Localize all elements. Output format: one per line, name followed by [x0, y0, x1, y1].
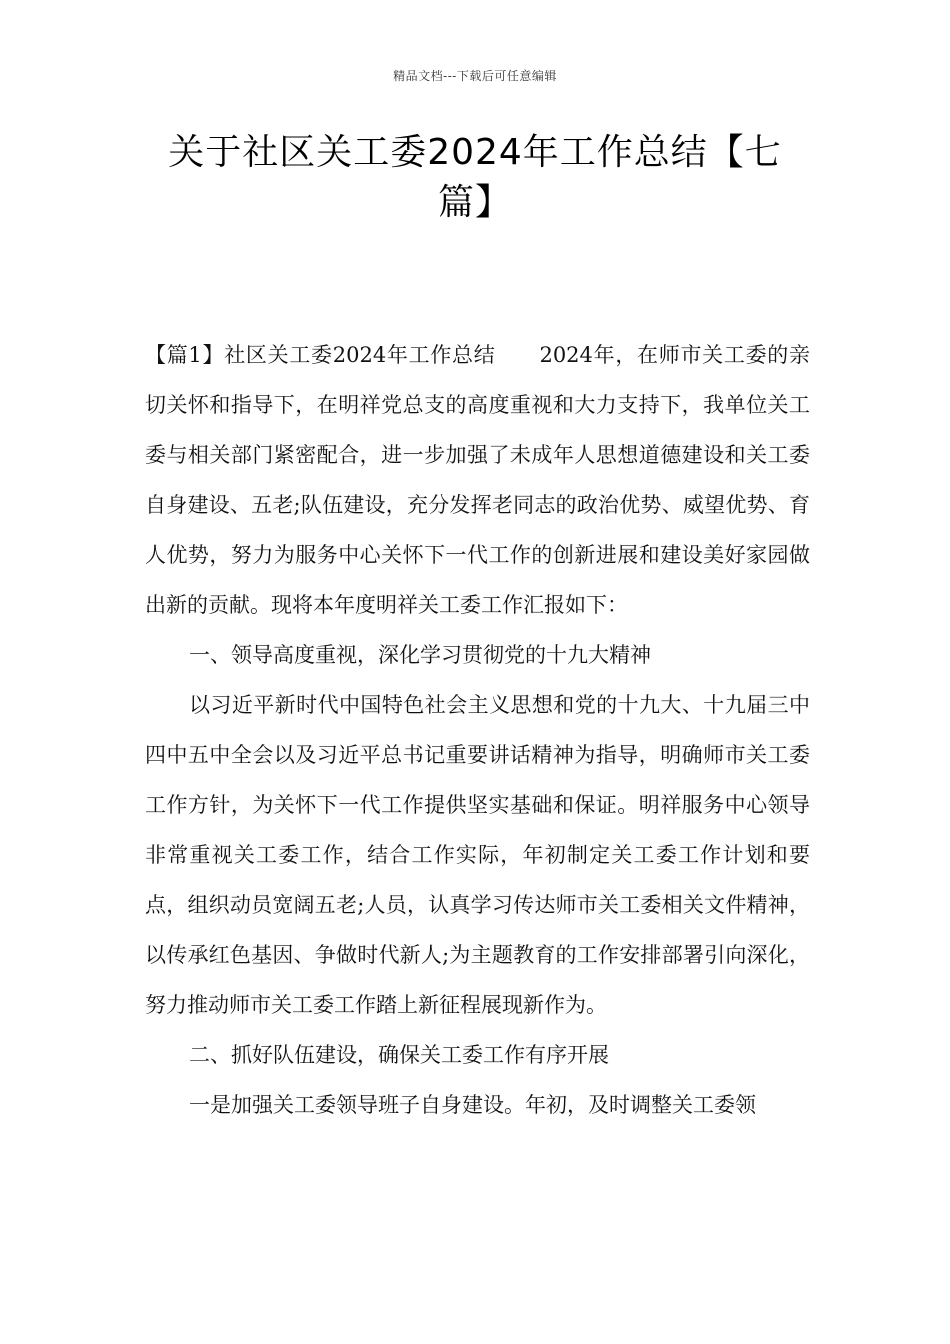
paragraph-1-text: 2024年，在师市关工委的亲切关怀和指导下，在明祥党总支的高度重视和大力支持下，我单位关工委与相关部门紧密配合，进一步加强了未成年人思想道德建设和关工委自身建设、五老;队伍建设，充分发挥老同志的政治优势、威望优势、育人优势，努力为服务中心关怀下一代工作的创新进展和建设美好家园做出新的贡献。现将本年度明祥关工委工作汇报如下： — [145, 343, 810, 617]
section-label: 【篇1】社区关工委2024年工作总结 — [145, 343, 496, 367]
paragraph-1 — [145, 330, 810, 630]
heading-2: 二、抓好队伍建设，确保关工委工作有序开展 — [189, 1043, 609, 1067]
paragraph-3: 一是加强关工委领导班子自身建设。年初，及时调整关工委领 — [189, 1093, 756, 1117]
heading-1: 一、领导高度重视，深化学习贯彻党的十九大精神 — [189, 643, 651, 667]
header-note: 精品文档---下载后可任意编辑 — [393, 69, 557, 83]
document-title: 关于社区关工委2024年工作总结【七篇】 — [168, 132, 782, 223]
document-body — [145, 330, 810, 1130]
paragraph-2: 以习近平新时代中国特色社会主义思想和党的十九大、十九届三中四中五中全会以及习近平总书记重要讲话精神为指导，明确师市关工委工作方针，为关怀下一代工作提供坚实基础和保证。明祥服务中心领导非常重视关工委工作，结合工作实际，年初制定关工委工作计划和要点，组织动员宽阔五老;人员，认真学习传达师市关工委相关文件精神，以传承红色基因、争做时代新人;为主题教育的工作安排部署引向深化，努力推动师市关工委工作踏上新征程展现新作为。 — [145, 693, 810, 1017]
